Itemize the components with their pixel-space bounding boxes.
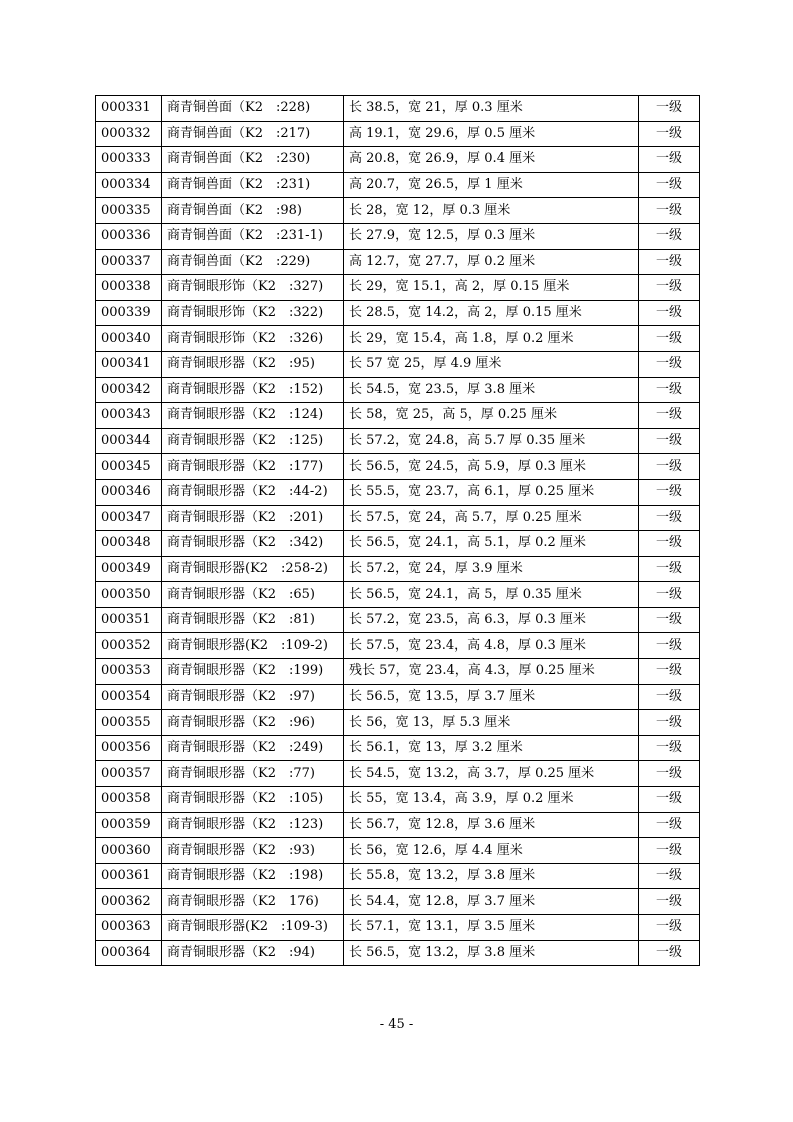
relic-name-cell: 商青铜兽面（K2 :217) — [162, 121, 344, 147]
table-row — [96, 556, 700, 582]
catalog-number-cell: 000332 — [96, 121, 162, 147]
relic-name-cell: 商青铜眼形器（K2 :199) — [162, 659, 344, 685]
table-row — [96, 505, 700, 531]
dimensions-cell: 长 56，宽 12.6，厚 4.4 厘米 — [344, 838, 639, 864]
grade-cell: 一级 — [639, 940, 700, 966]
dimensions-cell: 长 57.5，宽 24，高 5.7，厚 0.25 厘米 — [344, 505, 639, 531]
table-row — [96, 531, 700, 557]
catalog-number-cell: 000352 — [96, 633, 162, 659]
dimensions-cell: 长 56.5，宽 24.1，高 5，厚 0.35 厘米 — [344, 582, 639, 608]
grade-cell: 一级 — [639, 761, 700, 787]
dimensions-cell: 长 27.9，宽 12.5，厚 0.3 厘米 — [344, 223, 639, 249]
relic-name-cell: 商青铜眼形器（K2 :95) — [162, 351, 344, 377]
grade-cell: 一级 — [639, 582, 700, 608]
grade-cell: 一级 — [639, 300, 700, 326]
grade-cell: 一级 — [639, 684, 700, 710]
table-row — [96, 659, 700, 685]
table-row — [96, 915, 700, 941]
table-row — [96, 735, 700, 761]
grade-cell: 一级 — [639, 812, 700, 838]
table-row — [96, 684, 700, 710]
grade-cell: 一级 — [639, 659, 700, 685]
dimensions-cell: 长 57.2，宽 24，厚 3.9 厘米 — [344, 556, 639, 582]
grade-cell: 一级 — [639, 787, 700, 813]
relic-name-cell: 商青铜眼形器（K2 :65) — [162, 582, 344, 608]
catalog-number-cell: 000335 — [96, 198, 162, 224]
relic-name-cell: 商青铜眼形器(K2 :258-2) — [162, 556, 344, 582]
relic-name-cell: 商青铜兽面（K2 :229) — [162, 249, 344, 275]
catalog-number-cell: 000345 — [96, 454, 162, 480]
relic-name-cell: 商青铜兽面（K2 :231) — [162, 172, 344, 198]
grade-cell: 一级 — [639, 172, 700, 198]
table-row — [96, 121, 700, 147]
grade-cell: 一级 — [639, 275, 700, 301]
dimensions-cell: 高 20.8，宽 26.9，厚 0.4 厘米 — [344, 147, 639, 173]
table-row — [96, 198, 700, 224]
table-row — [96, 863, 700, 889]
dimensions-cell: 长 58，宽 25，高 5，厚 0.25 厘米 — [344, 403, 639, 429]
dimensions-cell: 长 57 宽 25，厚 4.9 厘米 — [344, 351, 639, 377]
dimensions-cell: 长 38.5，宽 21，厚 0.3 厘米 — [344, 96, 639, 122]
dimensions-cell: 长 55.5，宽 23.7，高 6.1，厚 0.25 厘米 — [344, 479, 639, 505]
table-row — [96, 454, 700, 480]
catalog-number-cell: 000343 — [96, 403, 162, 429]
dimensions-cell: 长 57.5，宽 23.4，高 4.8，厚 0.3 厘米 — [344, 633, 639, 659]
grade-cell: 一级 — [639, 889, 700, 915]
catalog-number-cell: 000358 — [96, 787, 162, 813]
grade-cell: 一级 — [639, 505, 700, 531]
relic-name-cell: 商青铜眼形器（K2 :94) — [162, 940, 344, 966]
grade-cell: 一级 — [639, 403, 700, 429]
relic-name-cell: 商青铜眼形器（K2 :96) — [162, 710, 344, 736]
catalog-number-cell: 000349 — [96, 556, 162, 582]
grade-cell: 一级 — [639, 377, 700, 403]
dimensions-cell: 长 56.5，宽 13.2，厚 3.8 厘米 — [344, 940, 639, 966]
relic-name-cell: 商青铜眼形饰（K2 :327) — [162, 275, 344, 301]
table-row — [96, 147, 700, 173]
table-row — [96, 479, 700, 505]
relic-name-cell: 商青铜眼形器（K2 176) — [162, 889, 344, 915]
dimensions-cell: 长 56.5，宽 24.1，高 5.1，厚 0.2 厘米 — [344, 531, 639, 557]
dimensions-cell: 长 57.2，宽 23.5，高 6.3，厚 0.3 厘米 — [344, 607, 639, 633]
catalog-number-cell: 000348 — [96, 531, 162, 557]
table-row — [96, 275, 700, 301]
relic-name-cell: 商青铜眼形器（K2 :249) — [162, 735, 344, 761]
table-row — [96, 710, 700, 736]
grade-cell: 一级 — [639, 198, 700, 224]
grade-cell: 一级 — [639, 428, 700, 454]
grade-cell: 一级 — [639, 121, 700, 147]
catalog-number-cell: 000341 — [96, 351, 162, 377]
table-row — [96, 96, 700, 122]
dimensions-cell: 长 56，宽 13，厚 5.3 厘米 — [344, 710, 639, 736]
dimensions-cell: 长 29，宽 15.4，高 1.8，厚 0.2 厘米 — [344, 326, 639, 352]
dimensions-cell: 长 28.5，宽 14.2，高 2，厚 0.15 厘米 — [344, 300, 639, 326]
grade-cell: 一级 — [639, 531, 700, 557]
catalog-number-cell: 000340 — [96, 326, 162, 352]
catalog-number-cell: 000339 — [96, 300, 162, 326]
grade-cell: 一级 — [639, 479, 700, 505]
catalog-number-cell: 000333 — [96, 147, 162, 173]
table-row — [96, 223, 700, 249]
relic-name-cell: 商青铜眼形器（K2 :198) — [162, 863, 344, 889]
table-row — [96, 838, 700, 864]
catalog-number-cell: 000342 — [96, 377, 162, 403]
table-row — [96, 428, 700, 454]
table-row — [96, 940, 700, 966]
grade-cell: 一级 — [639, 838, 700, 864]
relic-name-cell: 商青铜眼形器（K2 :124) — [162, 403, 344, 429]
grade-cell: 一级 — [639, 351, 700, 377]
dimensions-cell: 长 57.1，宽 13.1，厚 3.5 厘米 — [344, 915, 639, 941]
table-row — [96, 172, 700, 198]
grade-cell: 一级 — [639, 915, 700, 941]
catalog-number-cell: 000360 — [96, 838, 162, 864]
catalog-number-cell: 000334 — [96, 172, 162, 198]
dimensions-cell: 长 56.5，宽 24.5，高 5.9，厚 0.3 厘米 — [344, 454, 639, 480]
relic-name-cell: 商青铜眼形器(K2 :109-3) — [162, 915, 344, 941]
dimensions-cell: 高 19.1，宽 29.6，厚 0.5 厘米 — [344, 121, 639, 147]
relic-name-cell: 商青铜眼形饰（K2 :326) — [162, 326, 344, 352]
grade-cell: 一级 — [639, 735, 700, 761]
dimensions-cell: 长 57.2，宽 24.8，高 5.7 厚 0.35 厘米 — [344, 428, 639, 454]
table-row — [96, 403, 700, 429]
dimensions-cell: 长 56.1，宽 13，厚 3.2 厘米 — [344, 735, 639, 761]
grade-cell: 一级 — [639, 607, 700, 633]
relic-name-cell: 商青铜兽面（K2 :231-1) — [162, 223, 344, 249]
table-row — [96, 351, 700, 377]
catalog-number-cell: 000344 — [96, 428, 162, 454]
table-row — [96, 889, 700, 915]
table-row — [96, 326, 700, 352]
dimensions-cell: 长 54.4，宽 12.8，厚 3.7 厘米 — [344, 889, 639, 915]
table-row — [96, 377, 700, 403]
relic-name-cell: 商青铜兽面（K2 :98) — [162, 198, 344, 224]
dimensions-cell: 残长 57，宽 23.4，高 4.3，厚 0.25 厘米 — [344, 659, 639, 685]
dimensions-cell: 高 20.7，宽 26.5，厚 1 厘米 — [344, 172, 639, 198]
relic-name-cell: 商青铜兽面（K2 :230) — [162, 147, 344, 173]
catalog-number-cell: 000361 — [96, 863, 162, 889]
dimensions-cell: 长 29，宽 15.1，高 2，厚 0.15 厘米 — [344, 275, 639, 301]
relic-name-cell: 商青铜兽面（K2 :228) — [162, 96, 344, 122]
table-body — [96, 96, 700, 966]
catalog-number-cell: 000337 — [96, 249, 162, 275]
catalog-number-cell: 000356 — [96, 735, 162, 761]
grade-cell: 一级 — [639, 147, 700, 173]
relic-name-cell: 商青铜眼形器(K2 :109-2) — [162, 633, 344, 659]
catalog-number-cell: 000338 — [96, 275, 162, 301]
relic-name-cell: 商青铜眼形器（K2 :81) — [162, 607, 344, 633]
dimensions-cell: 高 12.7，宽 27.7，厚 0.2 厘米 — [344, 249, 639, 275]
catalog-number-cell: 000362 — [96, 889, 162, 915]
table-row — [96, 812, 700, 838]
grade-cell: 一级 — [639, 454, 700, 480]
grade-cell: 一级 — [639, 633, 700, 659]
dimensions-cell: 长 54.5，宽 23.5，厚 3.8 厘米 — [344, 377, 639, 403]
grade-cell: 一级 — [639, 249, 700, 275]
relic-name-cell: 商青铜眼形器（K2 :77) — [162, 761, 344, 787]
grade-cell: 一级 — [639, 96, 700, 122]
dimensions-cell: 长 28，宽 12，厚 0.3 厘米 — [344, 198, 639, 224]
catalog-number-cell: 000364 — [96, 940, 162, 966]
relic-name-cell: 商青铜眼形器（K2 :125) — [162, 428, 344, 454]
catalog-number-cell: 000336 — [96, 223, 162, 249]
grade-cell: 一级 — [639, 710, 700, 736]
relic-name-cell: 商青铜眼形器（K2 :93) — [162, 838, 344, 864]
dimensions-cell: 长 56.5，宽 13.5，厚 3.7 厘米 — [344, 684, 639, 710]
catalog-number-cell: 000354 — [96, 684, 162, 710]
table-row — [96, 249, 700, 275]
table-row — [96, 633, 700, 659]
relic-name-cell: 商青铜眼形饰（K2 :322) — [162, 300, 344, 326]
catalog-number-cell: 000350 — [96, 582, 162, 608]
table-row — [96, 300, 700, 326]
table-row — [96, 761, 700, 787]
dimensions-cell: 长 55.8，宽 13.2，厚 3.8 厘米 — [344, 863, 639, 889]
relic-name-cell: 商青铜眼形器（K2 :44-2) — [162, 479, 344, 505]
dimensions-cell: 长 55，宽 13.4，高 3.9，厚 0.2 厘米 — [344, 787, 639, 813]
relic-name-cell: 商青铜眼形器（K2 :123) — [162, 812, 344, 838]
relic-name-cell: 商青铜眼形器（K2 :201) — [162, 505, 344, 531]
relic-catalog-table — [95, 95, 700, 966]
grade-cell: 一级 — [639, 223, 700, 249]
relic-name-cell: 商青铜眼形器（K2 :105) — [162, 787, 344, 813]
grade-cell: 一级 — [639, 863, 700, 889]
catalog-number-cell: 000357 — [96, 761, 162, 787]
relic-name-cell: 商青铜眼形器（K2 :97) — [162, 684, 344, 710]
catalog-number-cell: 000347 — [96, 505, 162, 531]
page-number: - 45 - — [379, 1017, 414, 1032]
catalog-number-cell: 000331 — [96, 96, 162, 122]
catalog-number-cell: 000353 — [96, 659, 162, 685]
table-row — [96, 582, 700, 608]
relic-name-cell: 商青铜眼形器（K2 :152) — [162, 377, 344, 403]
grade-cell: 一级 — [639, 326, 700, 352]
dimensions-cell: 长 56.7，宽 12.8，厚 3.6 厘米 — [344, 812, 639, 838]
relic-name-cell: 商青铜眼形器（K2 :342) — [162, 531, 344, 557]
catalog-number-cell: 000359 — [96, 812, 162, 838]
catalog-number-cell: 000346 — [96, 479, 162, 505]
relic-name-cell: 商青铜眼形器（K2 :177) — [162, 454, 344, 480]
table-row — [96, 787, 700, 813]
dimensions-cell: 长 54.5，宽 13.2，高 3.7，厚 0.25 厘米 — [344, 761, 639, 787]
table-row — [96, 607, 700, 633]
grade-cell: 一级 — [639, 556, 700, 582]
catalog-number-cell: 000351 — [96, 607, 162, 633]
catalog-number-cell: 000355 — [96, 710, 162, 736]
catalog-number-cell: 000363 — [96, 915, 162, 941]
